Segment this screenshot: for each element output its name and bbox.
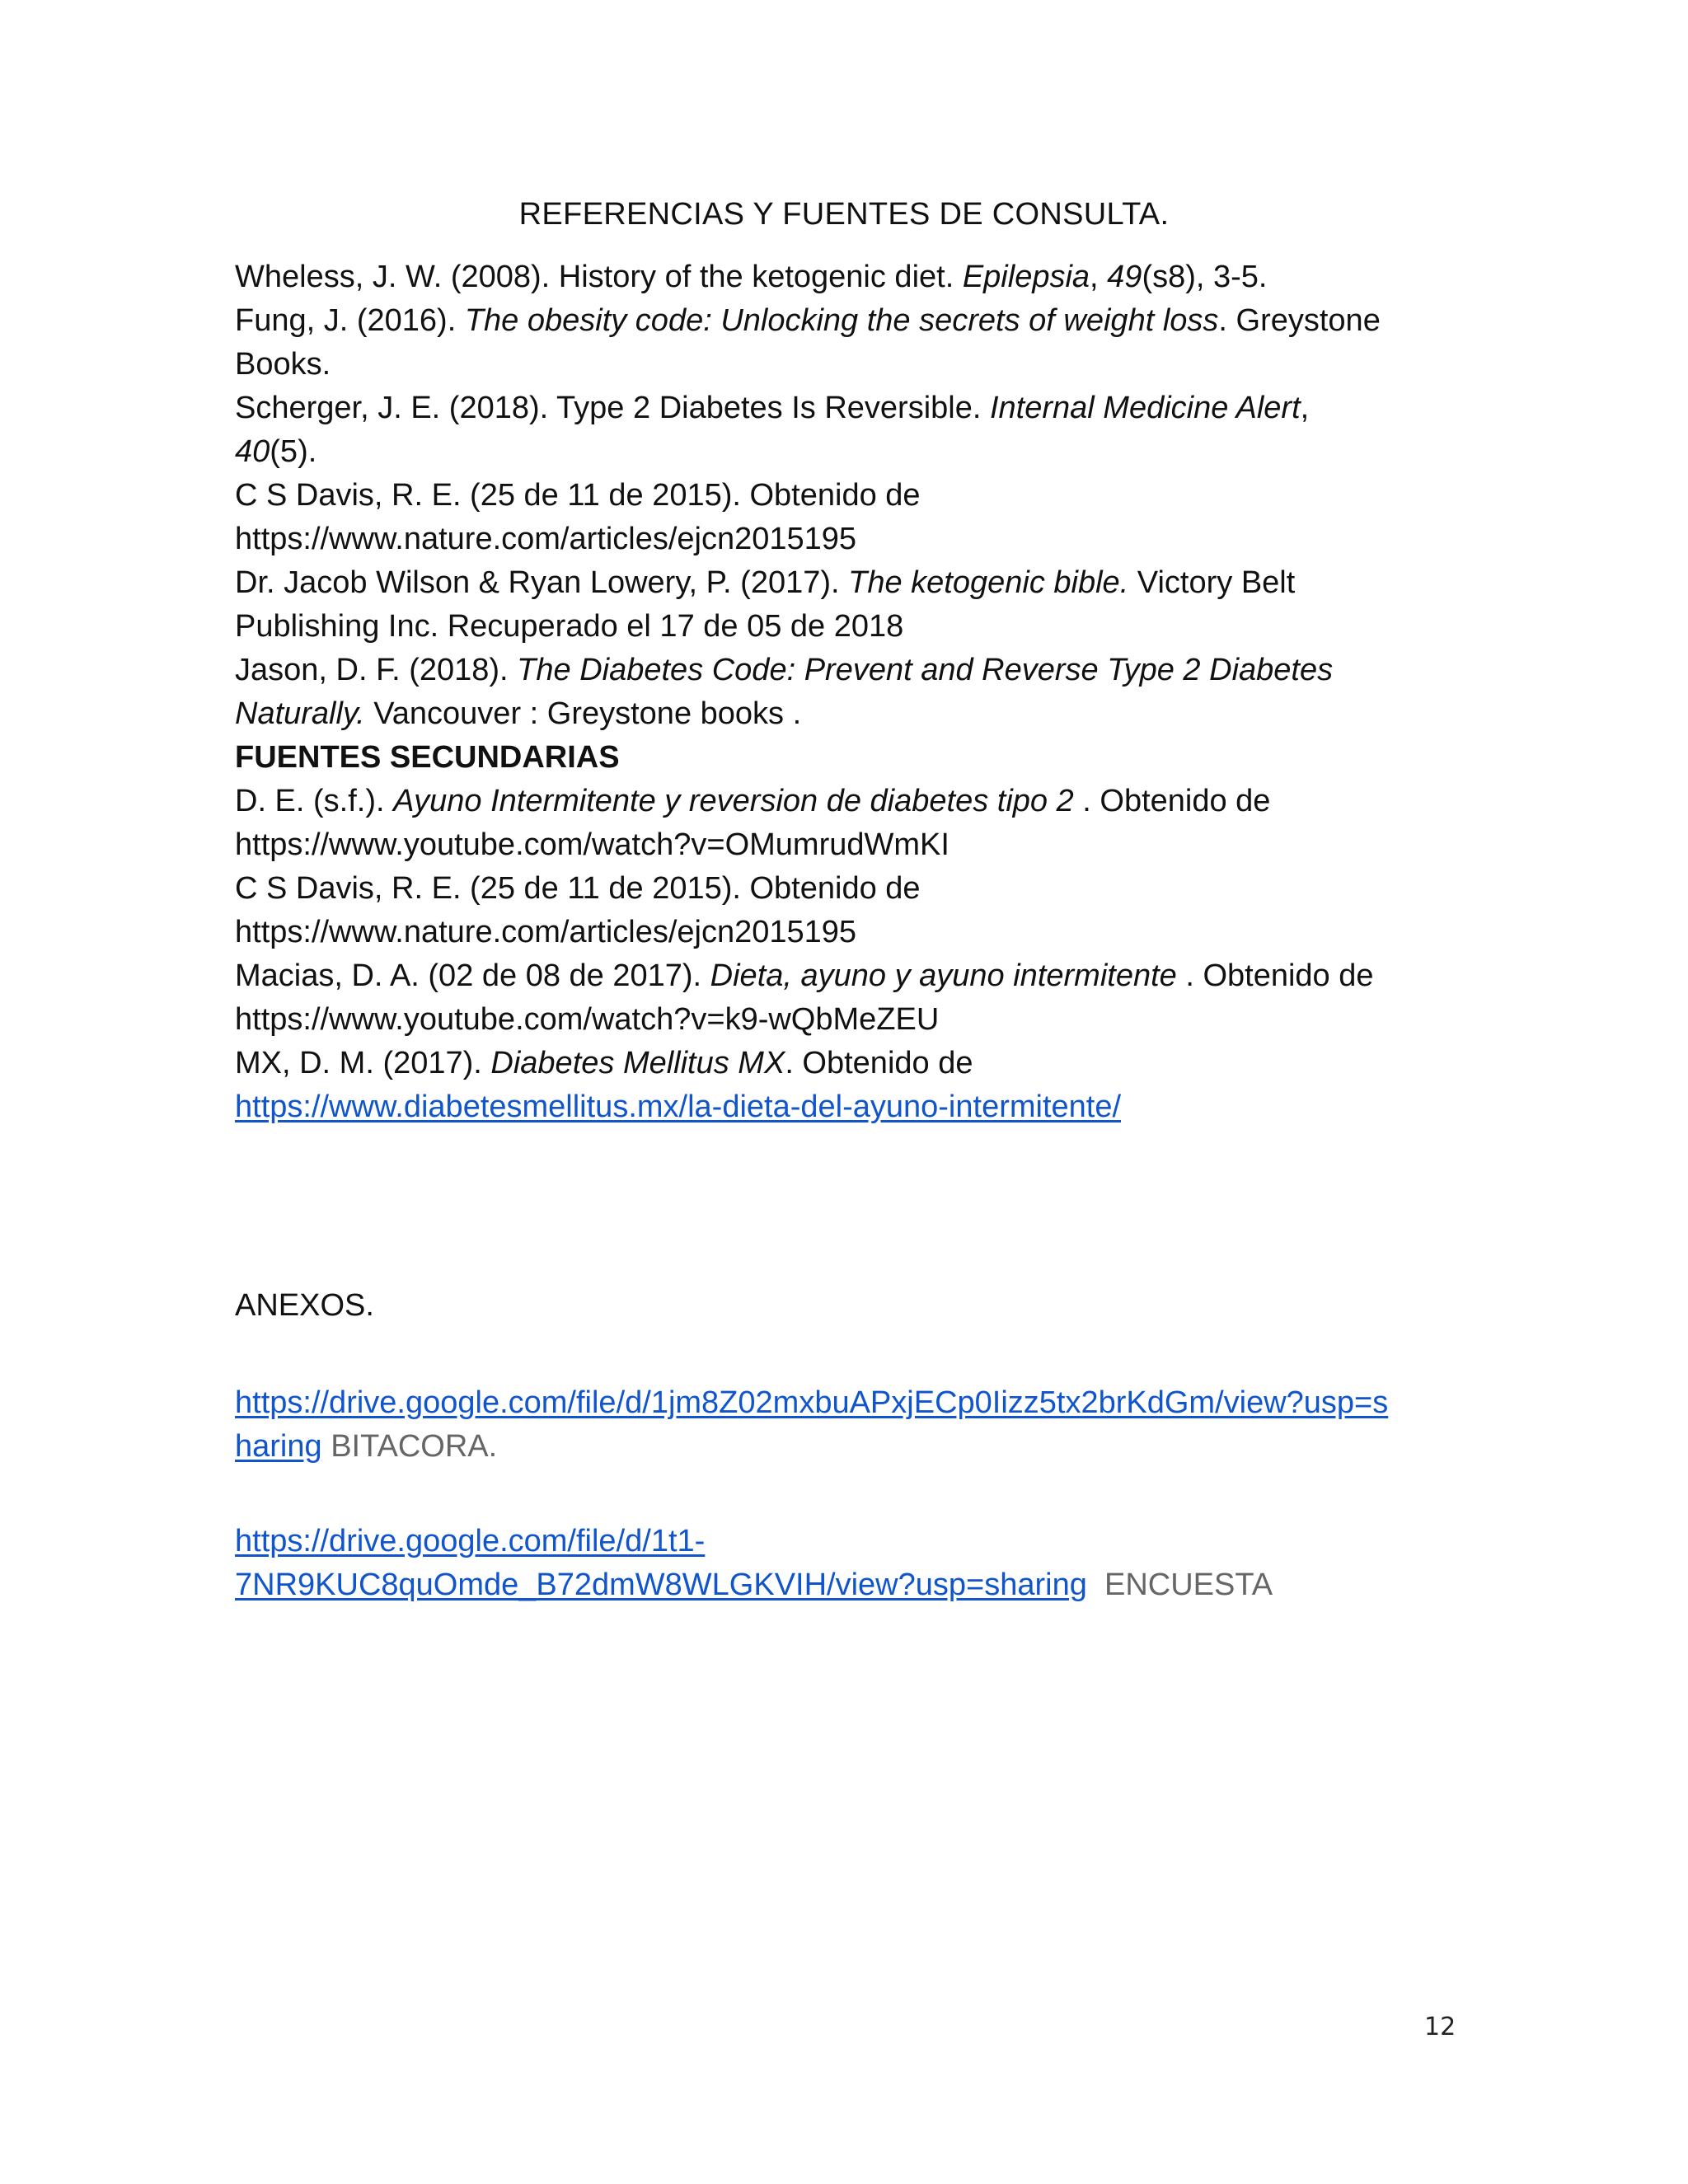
reference-text: Vancouver : Greystone books . [364,696,802,731]
reference-text: (s8), 3-5. [1142,260,1268,294]
reference-line: C S Davis, R. E. (25 de 11 de 2015). Obtenido de [235,478,921,513]
reference-text: D. E. (s.f.). [235,784,394,818]
reference-text: Victory Belt [1128,565,1296,600]
reference-text: , [1090,260,1108,294]
annex-line [235,1563,1471,1607]
reference-title: Dieta, ayuno y ayuno intermitente [710,958,1177,993]
reference-book-title: The Diabetes Code: Prevent and Reverse Type 2 Diabetes [517,653,1334,687]
reference-volume: 40 [235,434,270,469]
reference-text: Fung, J. (2016). [235,303,465,338]
reference-text: . Obtenido de [1073,784,1271,818]
reference-text: Dr. Jacob Wilson & Ryan Lowery, P. (2017). [235,565,849,600]
reference-text: . Obtenido de [785,1046,973,1080]
annex-line [235,1425,1471,1469]
reference-url: https://www.nature.com/articles/ejcn2015195 [235,522,857,556]
annex-encuesta [235,1520,1471,1607]
bitacora-label: BITACORA. [321,1429,498,1464]
annex-line [235,1381,1471,1425]
reference-text: Jason, D. F. (2018). [235,653,518,687]
reference-text: , [1300,391,1310,425]
reference-line [235,954,1455,998]
reference-line [235,1042,1455,1085]
reference-line [235,1085,1455,1129]
reference-text: . Greystone [1218,303,1381,338]
reference-book-title: The obesity code: Unlocking the secrets of weight loss [464,303,1219,338]
reference-line [235,649,1455,692]
reference-volume: 49 [1107,260,1142,294]
reference-line: Publishing Inc. Recuperado el 17 de 05 de 2018 [235,609,904,644]
diabetesmellitus-link[interactable]: https://www.diabetesmellitus.mx/la-dieta-del-ayuno-intermitente/ [235,1090,1122,1124]
bitacora-link-continued[interactable]: haring [235,1429,322,1464]
encuesta-link[interactable]: https://drive.google.com/file/d/1t1- [235,1524,706,1558]
reference-title: Diabetes Mellitus MX [490,1046,785,1080]
reference-line [235,780,1455,823]
secondary-sources-heading: FUENTES SECUNDARIAS [235,740,620,775]
reference-line: Books. [235,347,331,382]
annex-bitacora [235,1381,1471,1469]
annex-line [235,1520,1471,1563]
reference-url: https://www.nature.com/articles/ejcn2015195 [235,915,857,949]
reference-line [235,561,1455,605]
reference-text: Wheless, J. W. (2008). History of the ketogenic diet. [235,260,963,294]
reference-text: MX, D. M. (2017). [235,1046,491,1080]
reference-book-title: Naturally. [235,696,365,731]
bitacora-link[interactable]: https://drive.google.com/file/d/1jm8Z02mxbuAPxjECp0Iizz5tx2brKdGm/view?usp=s [235,1385,1389,1420]
reference-line [235,430,1455,474]
reference-book-title: The ketogenic bible. [848,565,1129,600]
reference-line [235,692,1455,736]
reference-line [235,255,1455,299]
encuesta-link-continued[interactable]: 7NR9KUC8quOmde_B72dmW8WLGKVIH/view?usp=sharing [235,1568,1087,1602]
reference-url: https://www.youtube.com/watch?v=OMumrudWmKI [235,827,950,862]
reference-line [235,387,1455,430]
reference-journal: Epilepsia [962,260,1090,294]
reference-journal: Internal Medicine Alert [989,391,1301,425]
reference-url: https://www.youtube.com/watch?v=k9-wQbMeZEU [235,1002,940,1037]
page-number: 12 [1424,2013,1456,2041]
references-block [235,255,1455,1129]
reference-line: C S Davis, R. E. (25 de 11 de 2015). Obtenido de [235,871,921,906]
page-title: REFERENCIAS Y FUENTES DE CONSULTA. [518,197,1170,232]
reference-text: Macias, D. A. (02 de 08 de 2017). [235,958,710,993]
reference-title: Ayuno Intermitente y reversion de diabetes tipo 2 [393,784,1074,818]
reference-text: Scherger, J. E. (2018). Type 2 Diabetes Is Reversible. [235,391,990,425]
reference-text: (5). [270,434,317,469]
reference-text: . Obtenido de [1176,958,1374,993]
annexes-heading: ANEXOS. [235,1288,374,1323]
reference-line [235,299,1455,343]
encuesta-label: ENCUESTA [1086,1568,1273,1602]
